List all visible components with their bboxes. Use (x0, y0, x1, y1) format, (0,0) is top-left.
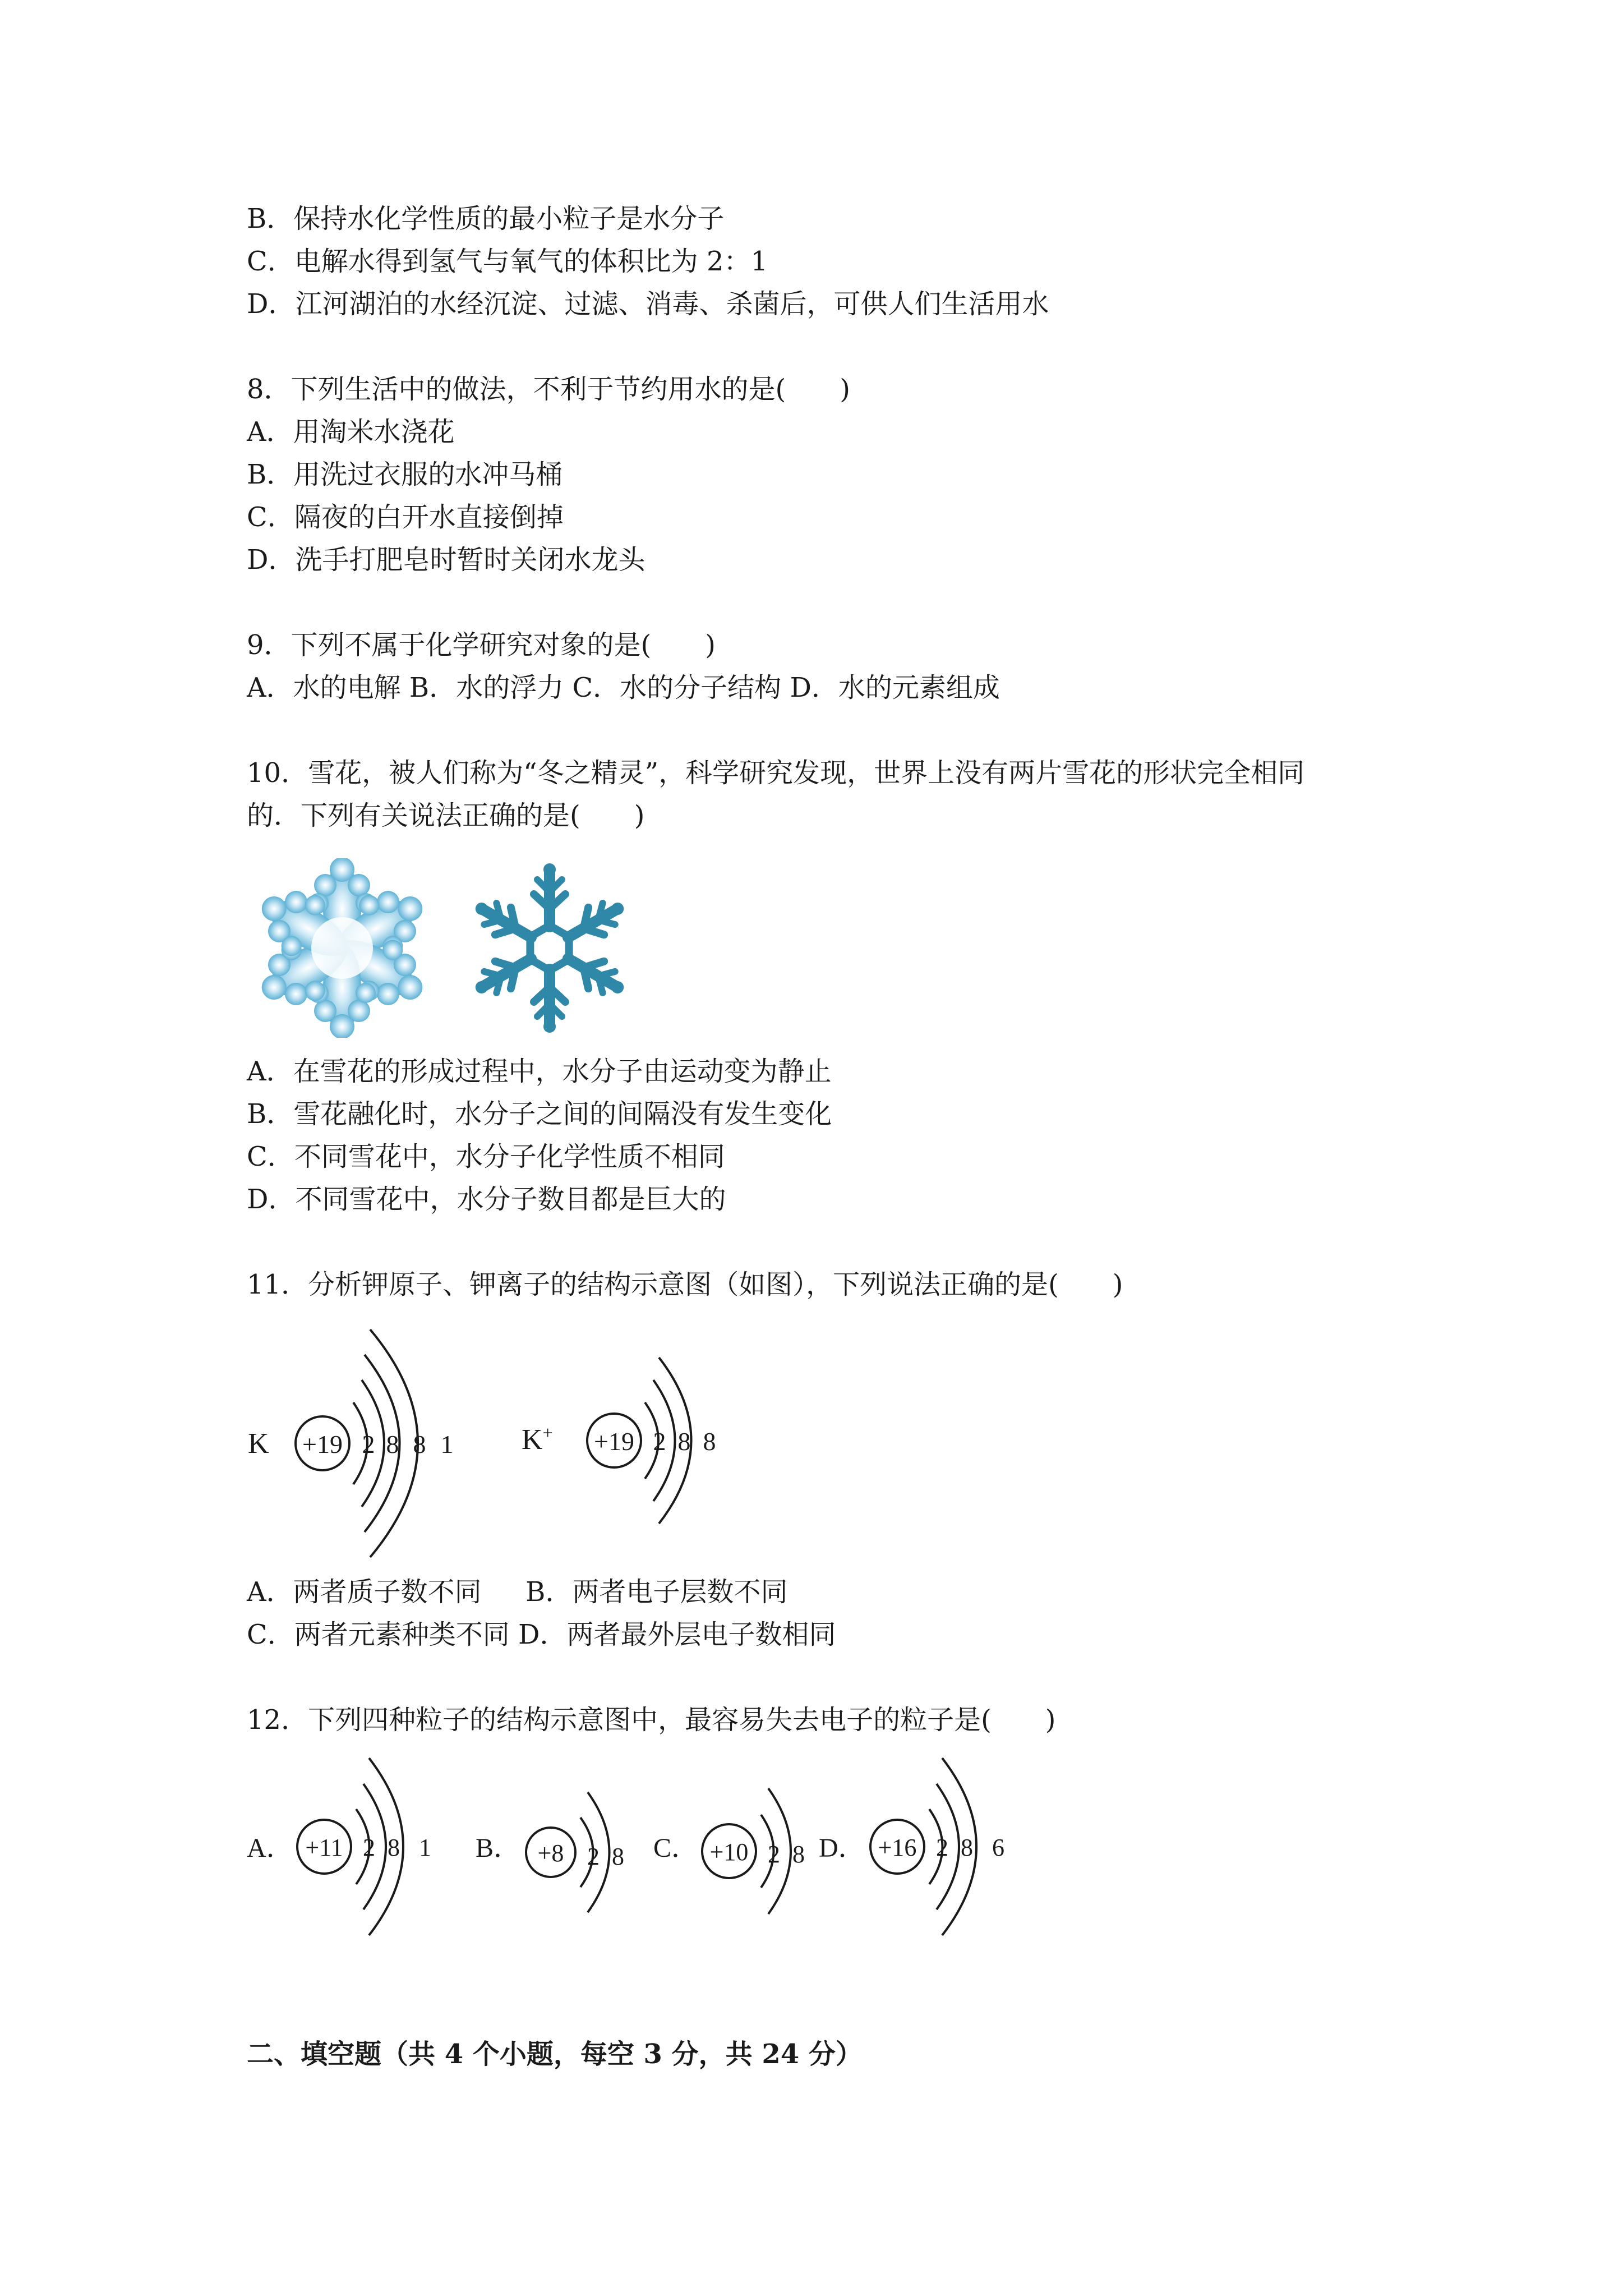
q12-option-b-label: B． (476, 1833, 521, 1863)
k-shell-count-1: 2 (362, 1430, 375, 1458)
potassium-structure-diagram (241, 1318, 746, 1571)
q10-option-a: A．在雪花的形成过程中，水分子由运动变为静止 (247, 1056, 832, 1087)
q12-option-a-label: A． (247, 1833, 293, 1863)
q12-d-shell-count-2: 8 (961, 1834, 973, 1861)
q7-option-c: C．电解水得到氢气与氧气的体积比为 2：1 (247, 246, 768, 277)
q12-c-nucleus-charge: +10 (709, 1838, 749, 1866)
q10-stem-line-2: 的．下列有关说法正确的是( ) (247, 800, 645, 831)
q12-b-shell-count-2: 8 (612, 1843, 624, 1870)
q12-c-shell-count-1: 2 (768, 1841, 780, 1868)
k-nucleus-charge: +19 (302, 1430, 343, 1458)
snowflake-figure-outline (468, 858, 631, 1038)
k-shell-count-4: 1 (440, 1430, 454, 1458)
q11-stem: 11．分析钾原子、钾离子的结构示意图（如图），下列说法正确的是( ) (247, 1269, 1123, 1300)
q12-a-nucleus-charge: +11 (305, 1834, 343, 1861)
q7-option-d: D．江河湖泊的水经沉淀、过滤、消毒、杀菌后，可供人们生活用水 (247, 288, 1049, 320)
q12-a-shell-count-1: 2 (363, 1834, 375, 1861)
q8-stem: 8．下列生活中的做法，不利于节约用水的是( ) (247, 374, 850, 405)
q8-option-c: C．隔夜的白开水直接倒掉 (247, 501, 564, 533)
particle-structure-diagrams (241, 1750, 1038, 1941)
snowflake-outline-shape (468, 863, 631, 1033)
q10-option-d: D．不同雪花中，水分子数目都是巨大的 (247, 1184, 726, 1215)
q7-option-b: B．保持水化学性质的最小粒子是水分子 (247, 203, 725, 234)
kplus-shell-count-3: 8 (703, 1427, 716, 1456)
q10-option-b: B．雪花融化时，水分子之间的间隔没有发生变化 (247, 1098, 832, 1130)
q12-stem: 12．下列四种粒子的结构示意图中，最容易失去电子的粒子是( ) (247, 1704, 1056, 1736)
q12-c-shell-count-2: 8 (792, 1841, 805, 1868)
q12-a-shell-count-3: 1 (419, 1834, 431, 1861)
q10-option-c: C．不同雪花中，水分子化学性质不相同 (247, 1141, 725, 1172)
snowflake-figure-glowing (241, 858, 443, 1038)
k-shell-count-2: 8 (386, 1430, 399, 1458)
q9-stem: 9．下列不属于化学研究对象的是( ) (247, 629, 716, 661)
q9-options: A．水的电解 B．水的浮力 C．水的分子结构 D．水的元素组成 (247, 672, 1000, 703)
k-shell-count-3: 8 (413, 1430, 426, 1458)
q12-b-shell-count-1: 2 (587, 1843, 600, 1870)
kplus-shell-count-1: 2 (653, 1427, 666, 1456)
q12-d-shell-count-1: 2 (936, 1834, 948, 1861)
kplus-nucleus-charge: +19 (594, 1427, 634, 1456)
q12-d-shell-count-3: 6 (992, 1834, 1004, 1861)
q12-a-shell-count-2: 8 (388, 1834, 400, 1861)
section-2-heading: 二、填空题（共 4 个小题，每空 3 分，共 24 分） (247, 2039, 863, 2070)
q8-option-a: A．用淘米水浇花 (247, 416, 455, 448)
q12-option-d-label: D． (819, 1833, 865, 1863)
q8-option-b: B．用洗过衣服的水冲马桶 (247, 459, 563, 490)
q11-options-cd: C．两者元素种类不同 D．两者最外层电子数相同 (247, 1619, 836, 1650)
k-atom-label: K (248, 1428, 269, 1460)
snowflake-glowing-shape (247, 858, 438, 1038)
q8-option-d: D．洗手打肥皂时暂时关闭水龙头 (247, 544, 645, 576)
q10-stem-line-1: 10．雪花，被人们称为“冬之精灵”，科学研究发现，世界上没有两片雪花的形状完全相同 (247, 757, 1305, 789)
kplus-shell-count-2: 8 (677, 1427, 691, 1456)
q12-option-c-label: C． (653, 1833, 699, 1863)
q12-d-nucleus-charge: +16 (878, 1834, 917, 1861)
kplus-ion-label: K+ (522, 1423, 553, 1456)
q12-b-nucleus-charge: +8 (537, 1839, 564, 1867)
q11-options-ab: A．两者质子数不同 B．两者电子层数不同 (247, 1576, 788, 1608)
